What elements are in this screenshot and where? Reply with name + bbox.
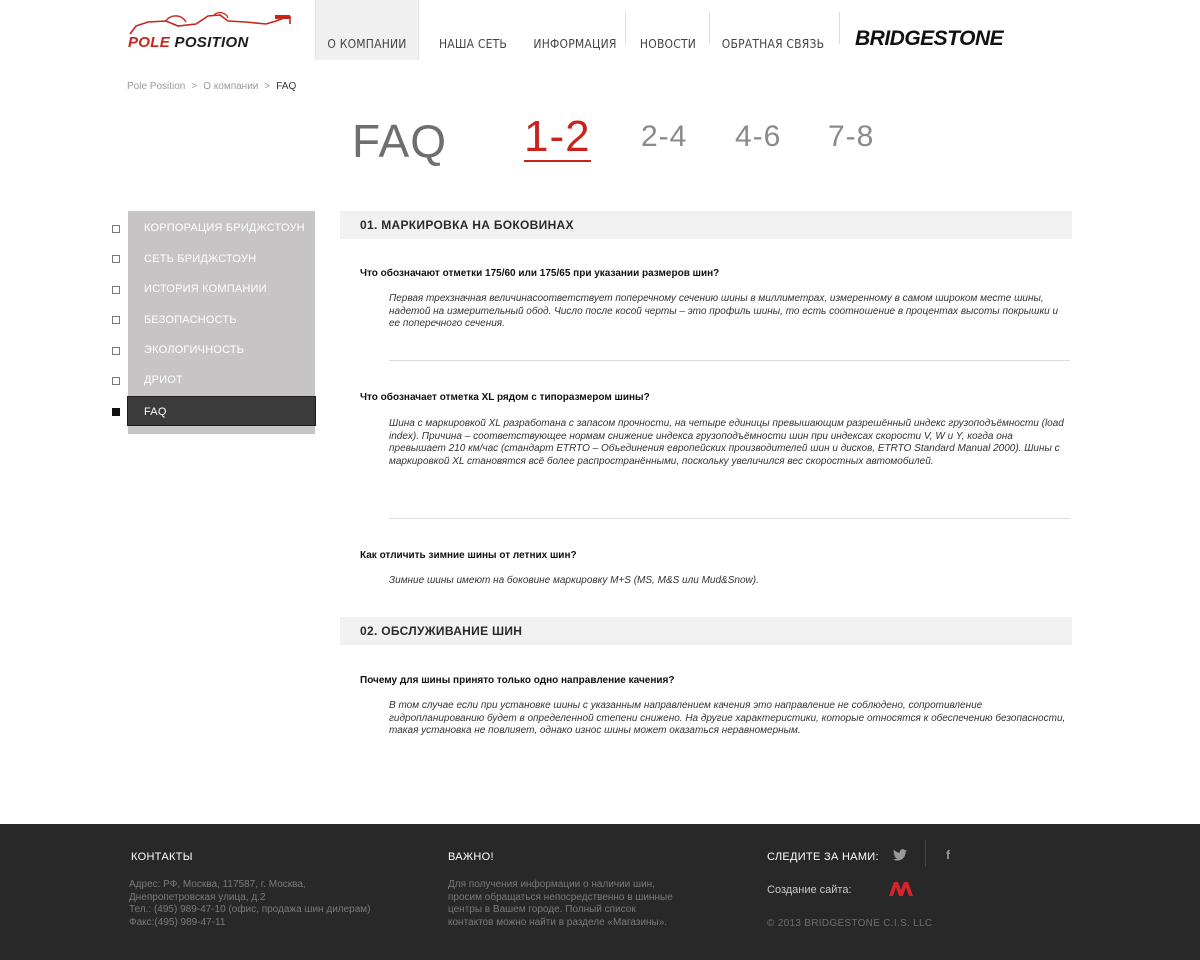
nav-divider: [625, 12, 626, 44]
breadcrumb: [127, 81, 296, 92]
nav-divider: [709, 12, 710, 44]
logo-word-pole: POLE: [128, 34, 171, 51]
faq-divider: [389, 360, 1070, 361]
section-title: 02. ОБСЛУЖИВАНИЕ ШИН: [340, 617, 1072, 645]
nav-item-network[interactable]: НАША СЕТЬ: [438, 37, 508, 51]
sidebar-bullet-icon: [112, 316, 120, 324]
footer-important-line: центры в Вашем городе. Полный список: [448, 904, 636, 916]
logo-word-position: POSITION: [174, 34, 249, 51]
sidebar-item-corporation[interactable]: КОРПОРАЦИЯ БРИДЖСТОУН: [144, 222, 305, 234]
footer-copyright: © 2013 BRIDGESTONE C.I.S. LLC: [767, 918, 933, 929]
social-divider: [925, 840, 926, 867]
sidebar-menu: [128, 211, 315, 434]
faq-question: Что обозначают отметки 175/60 или 175/65 при указании размеров шин?: [360, 268, 720, 279]
facebook-icon[interactable]: f: [946, 848, 950, 862]
faq-answer: Шина с маркировкой XL разработана с запасом прочности, на четыре единицы превышающим разрешённый индекс грузоподъёмности (load index). Причина – соответствующее нормам снижение индекса грузоподъёмности шин при индексах скорости V, W и Y, когда она превышает 210 км/час (стандарт ETRTO – Объединения европейских производителей шин и дисков, ETRTO Standard Manual 2000). Шины с маркировкой XL становятся всё более распространёнными, поскольку увеличился вес скоростных автомобилей.: [389, 418, 1064, 467]
breadcrumb-about-link[interactable]: О компании: [203, 81, 259, 92]
bridgestone-logo[interactable]: BRIDGESTONE: [855, 27, 1004, 50]
footer-important-line[interactable]: контактов можно найти в разделе «Магазины».: [448, 916, 668, 928]
footer-contacts-text: [129, 879, 371, 929]
footer-important-line: Для получения информации о наличии шин,: [448, 879, 655, 890]
breadcrumb-separator: >: [264, 81, 271, 92]
footer-important-text: [448, 879, 673, 929]
site-footer: [0, 824, 1200, 960]
sidebar-bullet-icon: [112, 377, 120, 385]
faq-page-1-2[interactable]: 1-2: [524, 112, 591, 161]
sidebar-bullet-icon: [112, 225, 120, 233]
sidebar-item-driot[interactable]: ДРИОТ: [144, 374, 183, 386]
nav-item-information[interactable]: ИНФОРМАЦИЯ: [533, 37, 617, 51]
footer-important-title: ВАЖНО!: [448, 851, 494, 863]
twitter-icon[interactable]: [893, 849, 907, 861]
logo-text: [128, 34, 249, 51]
breadcrumb-home-link[interactable]: Pole Position: [127, 81, 186, 92]
sidebar-item-faq[interactable]: FAQ: [127, 396, 316, 426]
faq-question: Что обозначает отметка XL рядом с типоразмером шины?: [360, 392, 650, 403]
section-title: 01. МАРКИРОВКА НА БОКОВИНАХ: [340, 211, 1072, 239]
sidebar-bullet-active-icon: [112, 408, 120, 416]
sidebar-bullet-icon: [112, 255, 120, 263]
footer-contacts-fax: Факс:(495) 989-47-11: [129, 916, 226, 928]
faq-answer: Зимние шины имеют на боковине маркировку M+S (MS, M&S или Mud&Snow).: [389, 575, 759, 586]
faq-page-4-6[interactable]: 4-6: [735, 120, 782, 153]
nav-item-about[interactable]: О КОМПАНИИ: [315, 0, 419, 60]
sidebar-item-safety[interactable]: БЕЗОПАСНОСТЬ: [144, 314, 237, 326]
footer-contacts-phone: Тел.: (495) 989-47-10 (офис, продажа шин дилерам): [129, 904, 371, 916]
site-header: [0, 0, 1200, 62]
footer-follow-label: СЛЕДИТЕ ЗА НАМИ:: [767, 851, 879, 863]
footer-contacts-street: Днепропетровская улица, д.2: [129, 891, 266, 903]
nav-item-feedback[interactable]: ОБРАТНАЯ СВЯЗЬ: [721, 37, 825, 51]
footer-contacts-address: Адрес: РФ, Москва, 117587, г. Москва,: [129, 879, 306, 890]
faq-divider: [389, 518, 1070, 519]
nav-item-news[interactable]: НОВОСТИ: [639, 37, 697, 51]
pole-position-logo[interactable]: [126, 12, 292, 52]
nav-divider: [839, 12, 840, 44]
faq-question: Как отличить зимние шины от летних шин?: [360, 550, 577, 561]
faq-answer: В том случае если при установке шины с указанным направлением качения это направление не соблюдено, сопротивление гидропланированию будет в определенной степени снижено. На другие характеристики, которые относятся к обеспечению безопасности, такая установка не повлияет, однако износ шины может оказаться неравномерным.: [389, 700, 1066, 736]
site-maker-logo-icon[interactable]: [889, 882, 913, 896]
faq-page-7-8[interactable]: 7-8: [828, 120, 875, 153]
sidebar-item-ecology[interactable]: ЭКОЛОГИЧНОСТЬ: [144, 344, 245, 356]
footer-made-by-label: Создание сайта:: [767, 884, 852, 896]
sidebar-bullet-icon: [112, 347, 120, 355]
footer-contacts-title: КОНТАКТЫ: [131, 851, 193, 863]
sidebar-item-history[interactable]: ИСТОРИЯ КОМПАНИИ: [144, 283, 267, 295]
sidebar-bullet-icon: [112, 286, 120, 294]
faq-page-2-4[interactable]: 2-4: [641, 120, 688, 153]
breadcrumb-separator: >: [191, 81, 198, 92]
faq-question: Почему для шины принято только одно направление качения?: [360, 675, 675, 686]
footer-important-line: просим обращаться непосредственно в шинные: [448, 891, 673, 903]
sidebar-item-network[interactable]: СЕТЬ БРИДЖСТОУН: [144, 253, 257, 265]
faq-answer: Первая трехзначная величинасоответствует поперечному сечению шины в миллиметрах, измеренному в самом широком месте шины, надетой на измерительный обод. Число после косой черты – это профиль шины, то есть соотношение в процентах высоты покрышки и ее поперечного сечения.: [389, 293, 1059, 329]
page-title: FAQ: [352, 115, 448, 167]
breadcrumb-current: FAQ: [276, 81, 297, 92]
